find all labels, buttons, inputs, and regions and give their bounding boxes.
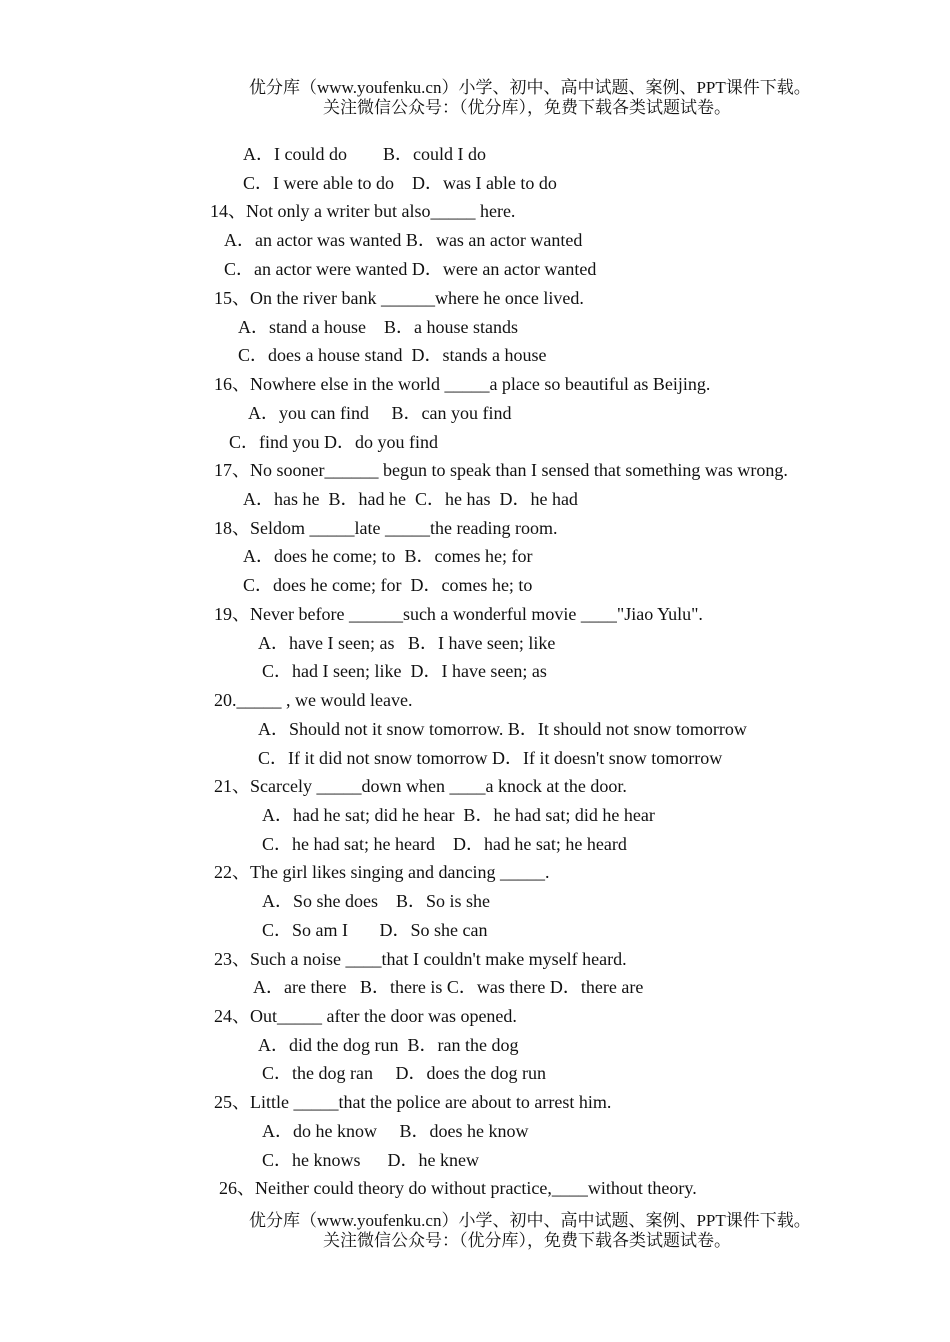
page-footer [249, 1211, 889, 1251]
q15-options-cd: C．does a house stand D．stands a house [238, 345, 547, 365]
q18-options-ab: A．does he come; to B．comes he; for [243, 546, 533, 566]
question-22: 22、The girl likes singing and dancing _____. [214, 862, 550, 882]
q17-options: A．has he B．had he C．he has D．he had [243, 489, 578, 509]
q22-options-cd: C．So am I D．So she can [262, 920, 488, 940]
q13-options-ab: A．I could do B．could I do [243, 144, 486, 164]
q14-options-ab: A．an actor was wanted B．was an actor wanted [224, 230, 583, 250]
q13-options-cd: C．I were able to do D．was I able to do [243, 173, 557, 193]
q25-options-cd: C．he knows D．he knew [262, 1150, 479, 1170]
question-14: 14、Not only a writer but also_____ here. [210, 201, 516, 221]
question-21: 21、Scarcely _____down when ____a knock at the door. [214, 776, 627, 796]
question-16: 16、Nowhere else in the world _____a place so beautiful as Beijing. [214, 374, 711, 394]
question-17: 17、No sooner______ begun to speak than I sensed that something was wrong. [214, 460, 788, 480]
q18-options-cd: C．does he come; for D．comes he; to [243, 575, 533, 595]
q21-options-cd: C．he had sat; he heard D．had he sat; he heard [262, 834, 627, 854]
page-header [249, 78, 889, 118]
question-20: 20._____ , we would leave. [214, 690, 413, 710]
footer-line-1: 优分库（www.youfenku.cn）小学、初中、高中试题、案例、PPT课件下载。 [249, 1211, 811, 1230]
question-15: 15、On the river bank ______where he once lived. [214, 288, 584, 308]
q21-options-ab: A．had he sat; did he hear B．he had sat; did he hear [262, 805, 655, 825]
q20-options-cd: C．If it did not snow tomorrow D．If it doesn't snow tomorrow [258, 748, 723, 768]
q23-options: A．are there B．there is C．was there D．there are [253, 977, 644, 997]
question-25: 25、Little _____that the police are about to arrest him. [214, 1092, 612, 1112]
q22-options-ab: A．So she does B．So is she [262, 891, 491, 911]
q15-options-ab: A．stand a house B．a house stands [238, 317, 518, 337]
q24-options-cd: C．the dog ran D．does the dog run [262, 1063, 546, 1083]
q19-options-ab: A．have I seen; as B．I have seen; like [258, 633, 556, 653]
question-23: 23、Such a noise ____that I couldn't make myself heard. [214, 949, 627, 969]
q20-options-ab: A．Should not it snow tomorrow. B．It should not snow tomorrow [258, 719, 747, 739]
question-26: 26、Neither could theory do without practice,____without theory. [219, 1178, 697, 1198]
q16-options-cd: C．find you D．do you find [229, 432, 438, 452]
header-line-2: 关注微信公众号：（优分库），免费下载各类试题试卷。 [323, 98, 731, 117]
question-19: 19、Never before ______such a wonderful movie ____"Jiao Yulu". [214, 604, 703, 624]
q16-options-ab: A．you can find B．can you find [248, 403, 512, 423]
q24-options-ab: A．did the dog run B．ran the dog [258, 1035, 519, 1055]
q19-options-cd: C．had I seen; like D．I have seen; as [262, 661, 547, 681]
q25-options-ab: A．do he know B．does he know [262, 1121, 529, 1141]
q14-options-cd: C．an actor were wanted D．were an actor wanted [224, 259, 597, 279]
question-24: 24、Out_____ after the door was opened. [214, 1006, 517, 1026]
question-18: 18、Seldom _____late _____the reading room. [214, 518, 558, 538]
header-line-1: 优分库（www.youfenku.cn）小学、初中、高中试题、案例、PPT课件下载。 [249, 78, 811, 97]
footer-line-2: 关注微信公众号：（优分库），免费下载各类试题试卷。 [323, 1231, 731, 1250]
